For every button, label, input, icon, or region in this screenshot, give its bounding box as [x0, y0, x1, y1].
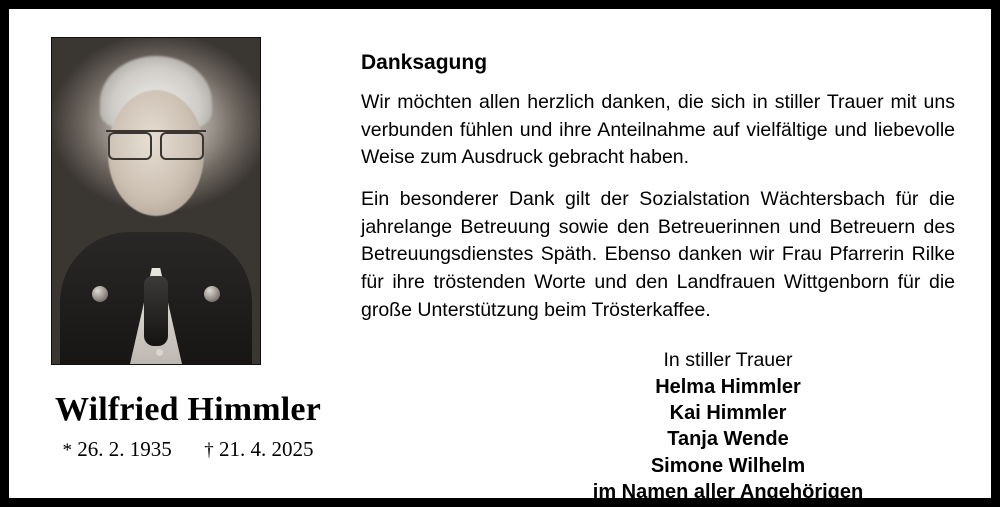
mourner-name: Helma Himmler: [655, 375, 801, 398]
mourners-block: [361, 349, 955, 506]
notice-inner-frame: [7, 7, 993, 504]
left-column: [43, 37, 333, 462]
birth-date: 26. 2. 1935: [77, 437, 172, 461]
glasses-icon: [106, 130, 206, 158]
jacket-button-right: [204, 286, 220, 302]
shirt-button: [156, 349, 163, 356]
mourners-lead: In stiller Trauer: [663, 348, 793, 371]
thanks-paragraph-1: Wir möchten allen herzlich danken, die sich in stiller Trauer mit uns verbunden fühlen und ihre Anteilnahme auf vielfältige und liebevolle Weise zum Ausdruck gebracht haben.: [361, 91, 955, 169]
notice-content: [9, 9, 991, 504]
death-date: 21. 4. 2025: [219, 437, 314, 461]
mourner-name: Simone Wilhelm: [650, 454, 806, 477]
right-column: [361, 51, 955, 505]
thanks-heading: Danksagung: [361, 51, 488, 74]
portrait-photo: [51, 37, 261, 365]
deceased-name: Wilfried Himmler: [54, 391, 321, 428]
mourner-name: Tanja Wende: [667, 428, 789, 451]
thanks-paragraph-2: Ein besonderer Dank gilt der Sozialstation Wächtersbach für die jahrelange Betreuung sowie den Betreuerinnen und Betreuern des Betreuungsdienstes Späth. Ebenso danken wir Frau Pfarrerin Rilke für ihre tröstenden Worte und den Landfrauen Wittgenborn für die große Unterstützung beim Trösterkaffee.: [361, 188, 955, 321]
life-dates: [43, 437, 333, 462]
death-cross-icon: †: [204, 440, 214, 461]
birth-star-icon: *: [62, 440, 72, 461]
mourners-closing: im Namen aller Angehörigen: [592, 481, 864, 504]
portrait-tie: [144, 276, 168, 346]
jacket-button-left: [92, 286, 108, 302]
mourner-name: Kai Himmler: [669, 401, 787, 424]
